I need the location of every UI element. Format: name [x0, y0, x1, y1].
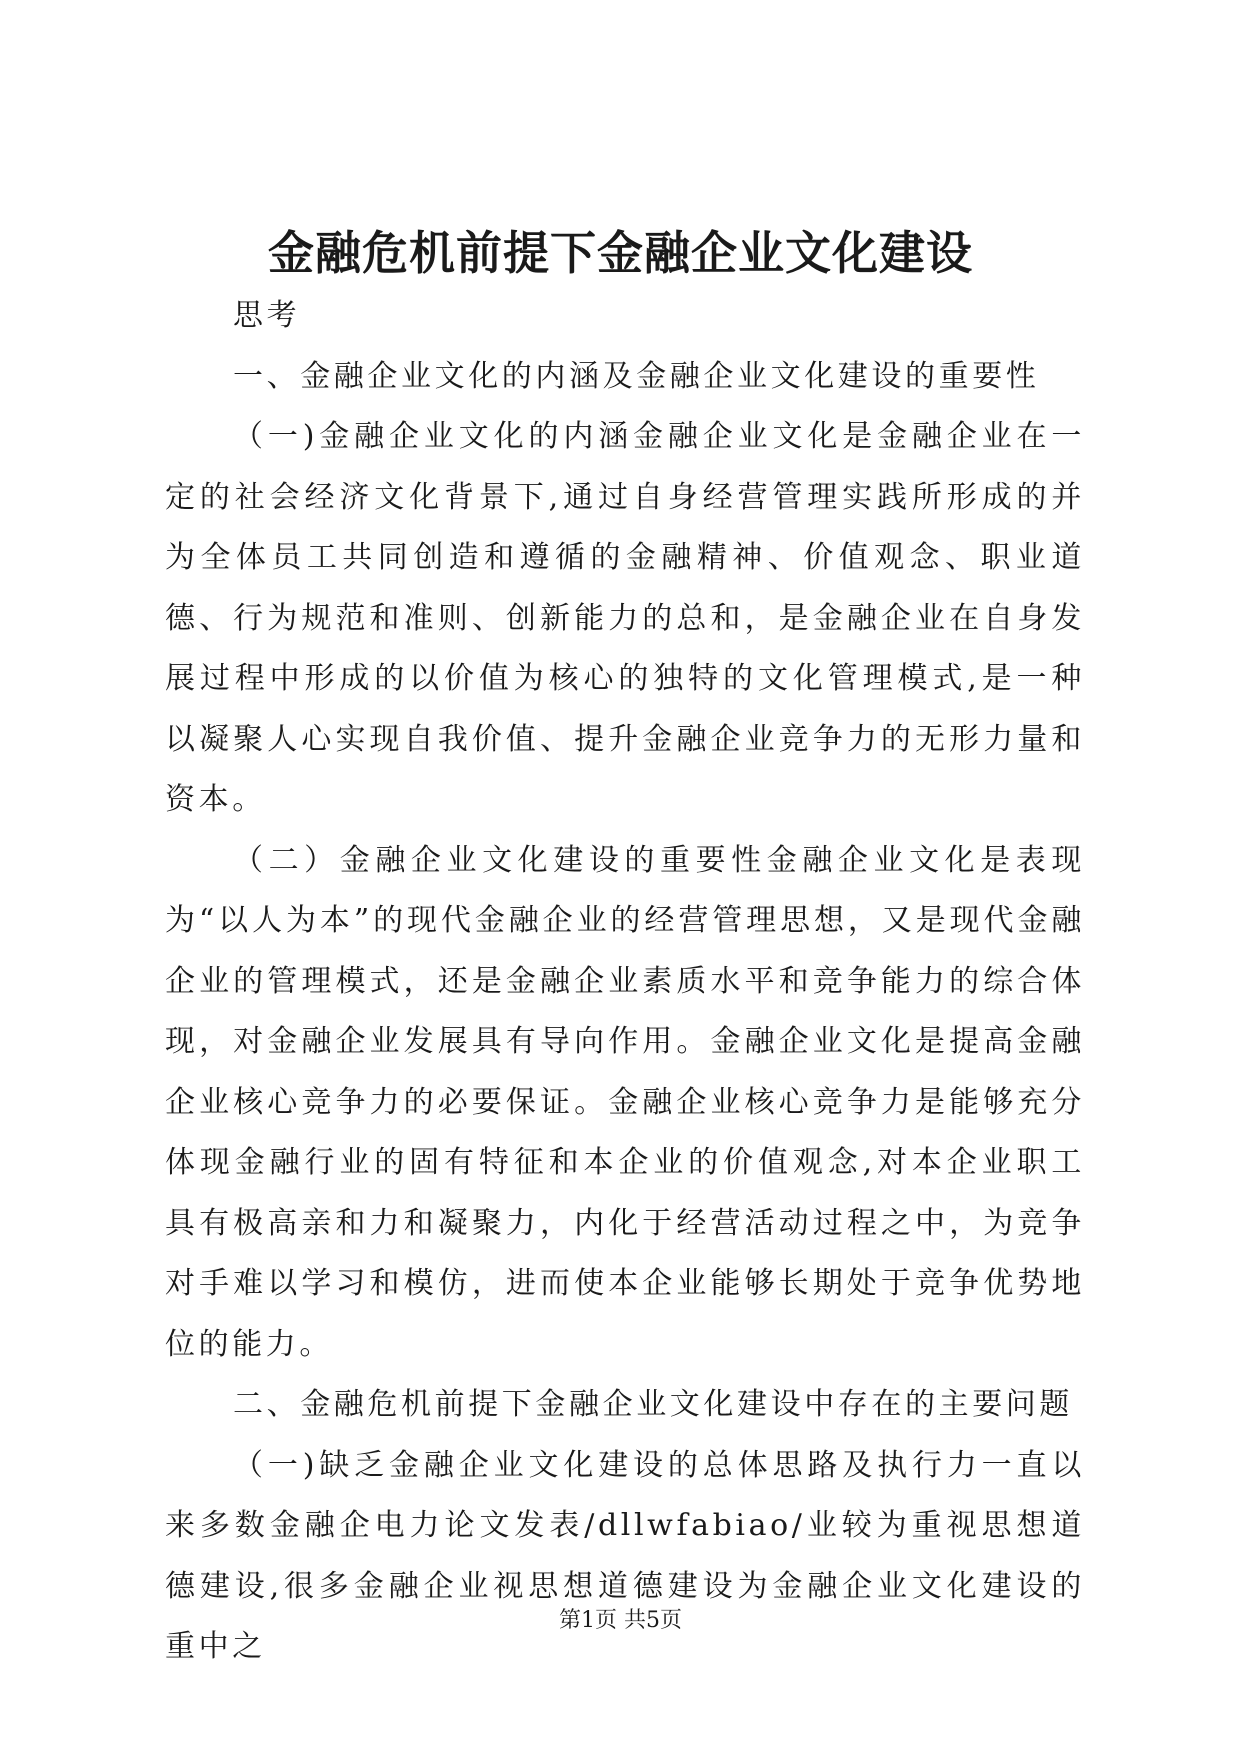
document-body — [165, 286, 1085, 1678]
section-heading-1: 一、金融企业文化的内涵及金融企业文化建设的重要性 — [233, 358, 1040, 394]
paragraph-keyword: 思考 — [233, 298, 301, 333]
section-heading-2: 二、金融危机前提下金融企业文化建设中存在的主要问题 — [233, 1387, 1073, 1422]
document-title: 金融危机前提下金融企业文化建设 — [268, 226, 973, 280]
paragraph-1-2: （二）金融企业文化建设的重要性金融企业文化是表现为“以人为本”的现代金融企业的经营管理思想，又是现代金融企业的管理模式，还是金融企业素质水平和竞争能力的综合体现，对金融企业发展具有导向作用。金融企业文化是提高金融企业核心竞争力的必要保证。金融企业核心竞争力是能够充分体现金融行业的固有特征和本企业的价值观念,对本企业职工具有极高亲和力和凝聚力，内化于经营活动过程之中，为竞争对手难以学习和模仿，进而使本企业能够长期处于竞争优势地位的能力。 — [165, 842, 1085, 1362]
paragraph-1-1: （一)金融企业文化的内涵金融企业文化是金融企业在一定的社会经济文化背景下,通过自身经营管理实践所形成的并为全体员工共同创造和遵循的金融精神、价值观念、职业道德、行为规范和准则、创新能力的总和，是金融企业在自身发展过程中形成的以价值为核心的独特的文化管理模式,是一种以凝聚人心实现自我价值、提升金融企业竞争力的无形力量和资本。 — [165, 419, 1086, 817]
paragraph-2-1: （一)缺乏金融企业文化建设的总体思路及执行力一直以来多数金融企电力论文发表/dllwfabiao/业较为重视思想道德建设,很多金融企业视思想道德建设为金融企业文化建设的重中之 — [165, 1447, 1086, 1664]
page-footer: 第1页 共5页 — [559, 1608, 682, 1633]
